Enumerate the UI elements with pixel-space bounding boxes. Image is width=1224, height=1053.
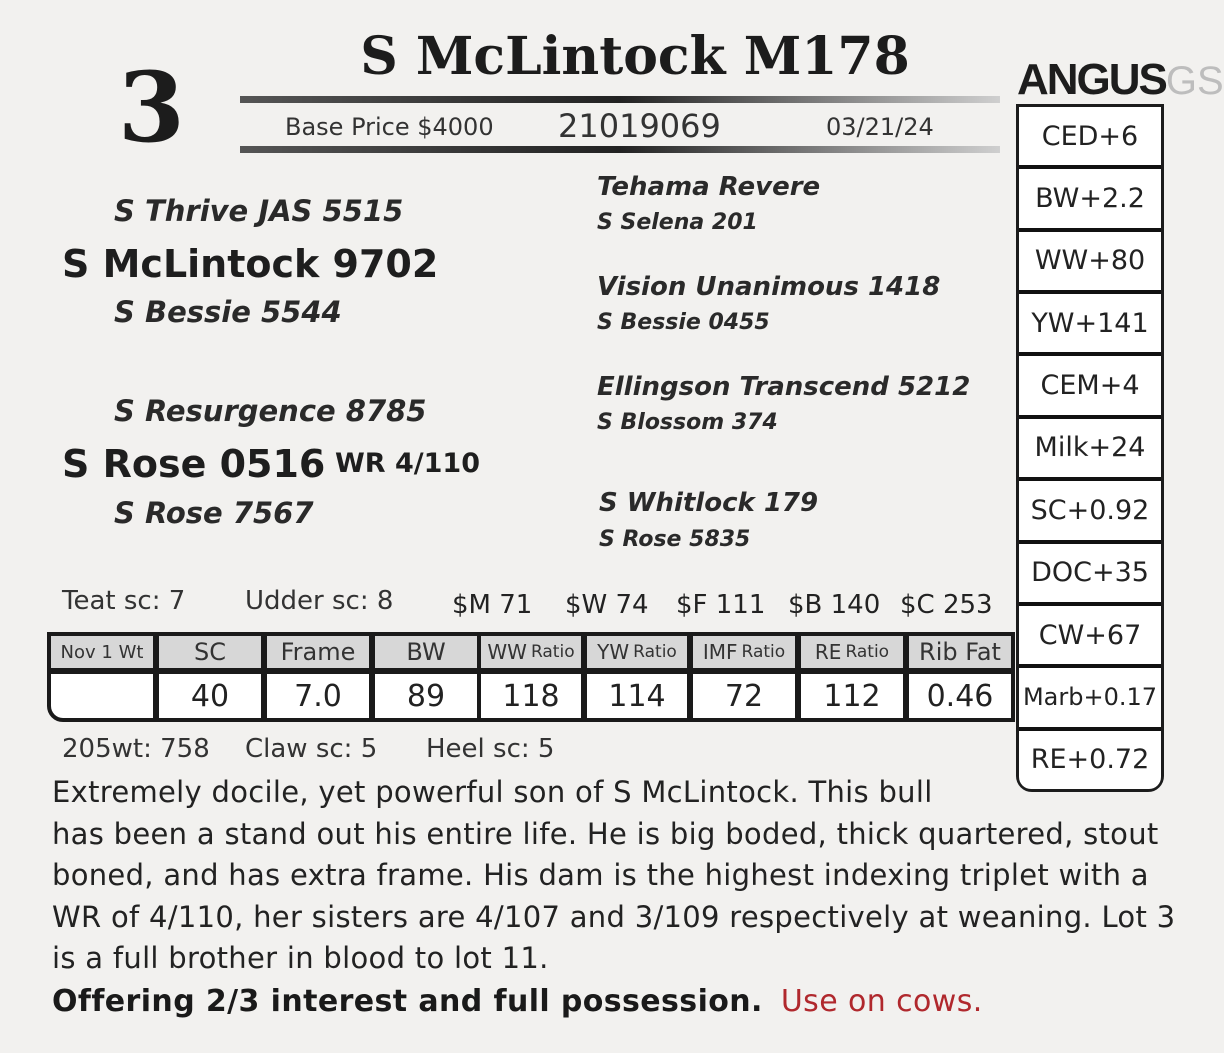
table-header-yw-ratio: YW Ratio xyxy=(587,636,687,668)
dam: S Rose 0516 xyxy=(62,442,326,486)
epd-doc: DOC+35 xyxy=(1019,544,1161,602)
epd-cem: CEM+4 xyxy=(1019,356,1161,414)
epd-cw: CW+67 xyxy=(1019,606,1161,664)
header-rule-bottom xyxy=(240,146,1000,153)
weight-205: 205wt: 758 xyxy=(62,734,210,764)
granddam-2: S Bessie 0455 xyxy=(597,310,770,335)
table-header-sc: SC xyxy=(159,636,261,668)
grandsire-4: S Whitlock 179 xyxy=(599,488,819,518)
epd-marb: Marb+0.17 xyxy=(1019,668,1161,726)
table-cell-sc: 40 xyxy=(159,674,261,718)
epd-bw: BW+2.2 xyxy=(1019,169,1161,227)
logo-suffix: GS xyxy=(1165,59,1224,103)
epd-ced: CED+6 xyxy=(1019,107,1161,165)
granddam-3: S Blossom 374 xyxy=(597,410,778,435)
table-cell-re-ratio: 112 xyxy=(801,674,903,718)
logo-main: ANGUS xyxy=(1017,55,1166,104)
table-cell-rib-fat: 0.46 xyxy=(909,674,1011,718)
table-header-imf-ratio: IMF Ratio xyxy=(693,636,795,668)
sire-dam: S Bessie 5544 xyxy=(114,295,342,329)
grandsire-3: Ellingson Transcend 5212 xyxy=(597,372,971,402)
index-m: $M 71 xyxy=(452,590,533,620)
grandsire-2: Vision Unanimous 1418 xyxy=(597,272,941,302)
epd-yw: YW+141 xyxy=(1019,294,1161,352)
epd-column xyxy=(1016,104,1164,792)
bull-name: S McLintock M178 xyxy=(360,26,910,87)
table-cell-bw: 89 xyxy=(375,674,477,718)
index-w: $W 74 xyxy=(565,590,649,620)
table-header-bw: BW xyxy=(375,636,477,668)
description-line: has been a stand out his entire life. He is big boded, thick quartered, stout xyxy=(52,816,1159,851)
udder-score: Udder sc: 8 xyxy=(245,586,394,616)
dam-sire: S Resurgence 8785 xyxy=(114,394,427,428)
description-line: boned, and has extra frame. His dam is the highest indexing triplet with a xyxy=(52,858,1149,892)
index-f: $F 111 xyxy=(676,590,766,620)
epd-sc: SC+0.92 xyxy=(1019,481,1161,539)
base-price: Base Price $4000 xyxy=(285,113,494,141)
use-note: Use on cows. xyxy=(780,984,983,1019)
table-cell-yw-ratio: 114 xyxy=(587,674,687,718)
dam-weaning-ratio: WR 4/110 xyxy=(335,448,480,479)
birth-date: 03/21/24 xyxy=(826,113,934,141)
table-cell-ww-ratio: 118 xyxy=(481,674,581,718)
lot-number: 3 xyxy=(118,51,185,164)
performance-table xyxy=(47,632,1015,722)
epd-re: RE+0.72 xyxy=(1019,731,1161,789)
angus-gs-logo xyxy=(1017,55,1224,104)
table-header-ww-ratio: WW Ratio xyxy=(481,636,581,668)
offering-line xyxy=(52,984,983,1019)
description xyxy=(52,772,1192,980)
table-cell-nov-wt xyxy=(51,674,153,718)
table-cell-frame: 7.0 xyxy=(267,674,369,718)
header-rule-top xyxy=(240,96,1000,103)
sire: S McLintock 9702 xyxy=(62,242,439,286)
registration-number: 21019069 xyxy=(558,107,721,145)
table-cell-imf-ratio: 72 xyxy=(693,674,795,718)
dam-dam: S Rose 7567 xyxy=(114,496,314,530)
epd-milk: Milk+24 xyxy=(1019,419,1161,477)
table-header-nov-wt: Nov 1 Wt xyxy=(51,636,153,668)
table-header-rib-fat: Rib Fat xyxy=(909,636,1011,668)
index-b: $B 140 xyxy=(788,590,881,620)
table-header-re-ratio: RE Ratio xyxy=(801,636,903,668)
epd-ww: WW+80 xyxy=(1019,232,1161,290)
index-c: $C 253 xyxy=(900,590,993,620)
granddam-4: S Rose 5835 xyxy=(599,527,751,552)
heel-score: Heel sc: 5 xyxy=(426,734,555,764)
description-line: is a full brother in blood to lot 11. xyxy=(52,941,549,975)
description-line: WR of 4/110, her sisters are 4/107 and 3/109 respectively at weaning. Lot 3 xyxy=(52,899,1176,934)
granddam-1: S Selena 201 xyxy=(597,210,758,235)
claw-score: Claw sc: 5 xyxy=(245,734,378,764)
table-header-frame: Frame xyxy=(267,636,369,668)
grandsire-1: Tehama Revere xyxy=(597,172,821,202)
teat-score: Teat sc: 7 xyxy=(62,586,186,616)
description-line: Extremely docile, yet powerful son of S McLintock. This bull xyxy=(52,775,933,809)
offering-text: Offering 2/3 interest and full possession. xyxy=(52,984,763,1019)
sire-sire: S Thrive JAS 5515 xyxy=(114,194,404,228)
